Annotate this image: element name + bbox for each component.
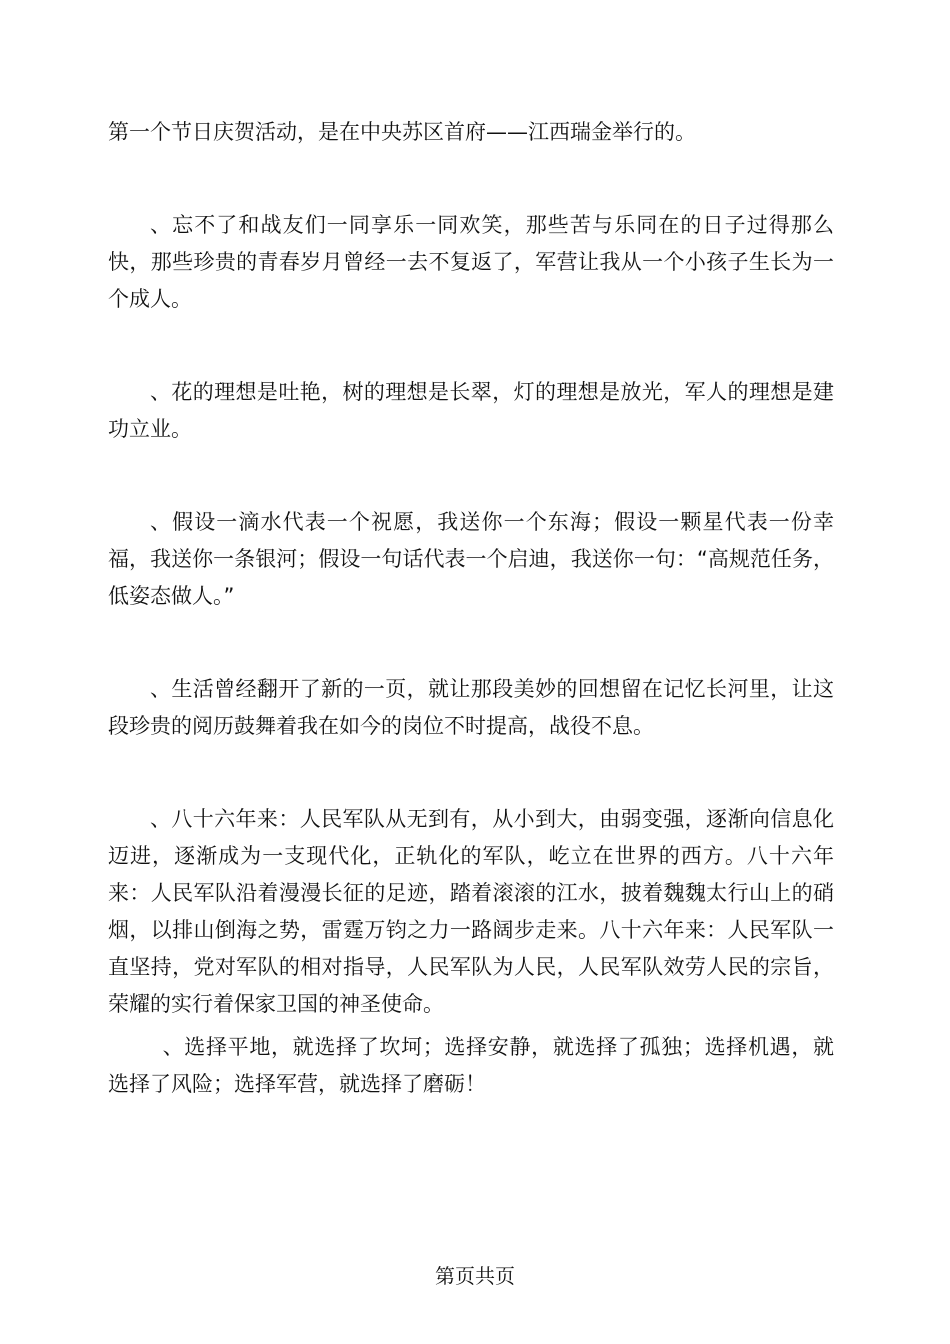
paragraph-3: 、花的理想是吐艳，树的理想是长翠，灯的理想是放光，军人的理想是建功立业。 — [108, 380, 834, 441]
document-body — [108, 114, 834, 1103]
paragraph-7: 、选择平地，就选择了坎坷；选择安静，就选择了孤独；选择机遇，就选择了风险；选择军营，就选择了磨砺！ — [108, 1035, 834, 1096]
paragraph-4: 、假设一滴水代表一个祝愿，我送你一个东海；假设一颗星代表一份幸福，我送你一条银河；假设一句话代表一个启迪，我送你一句：“高规范任务，低姿态做人。” — [108, 510, 834, 608]
paragraph-5: 、生活曾经翻开了新的一页，就让那段美妙的回想留在记忆长河里，让这段珍贵的阅历鼓舞着我在如今的岗位不时提高，战役不息。 — [108, 677, 834, 738]
paragraph-2: 、忘不了和战友们一同享乐一同欢笑，那些苦与乐同在的日子过得那么快，那些珍贵的青春岁月曾经一去不复返了，军营让我从一个小孩子生长为一个成人。 — [108, 213, 834, 311]
paragraph-6: 、八十六年来：人民军队从无到有，从小到大，由弱变强，逐渐向信息化迈进，逐渐成为一支现代化，正轨化的军队，屹立在世界的西方。八十六年来：人民军队沿着漫漫长征的足迹，踏着滚滚的江水，披着魏魏太行山上的硝烟，以排山倒海之势，雷霆万钧之力一路阔步走来。八十六年来：人民军队一直坚持，党对军队的相对指导，人民军队为人民，人民军队效劳人民的宗旨，荣耀的实行着保家卫国的神圣使命。 — [108, 807, 834, 1016]
page-footer: 第页共页 — [435, 1264, 515, 1288]
paragraph-1: 第一个节日庆贺活动，是在中央苏区首府——江西瑞金举行的。 — [108, 120, 696, 144]
